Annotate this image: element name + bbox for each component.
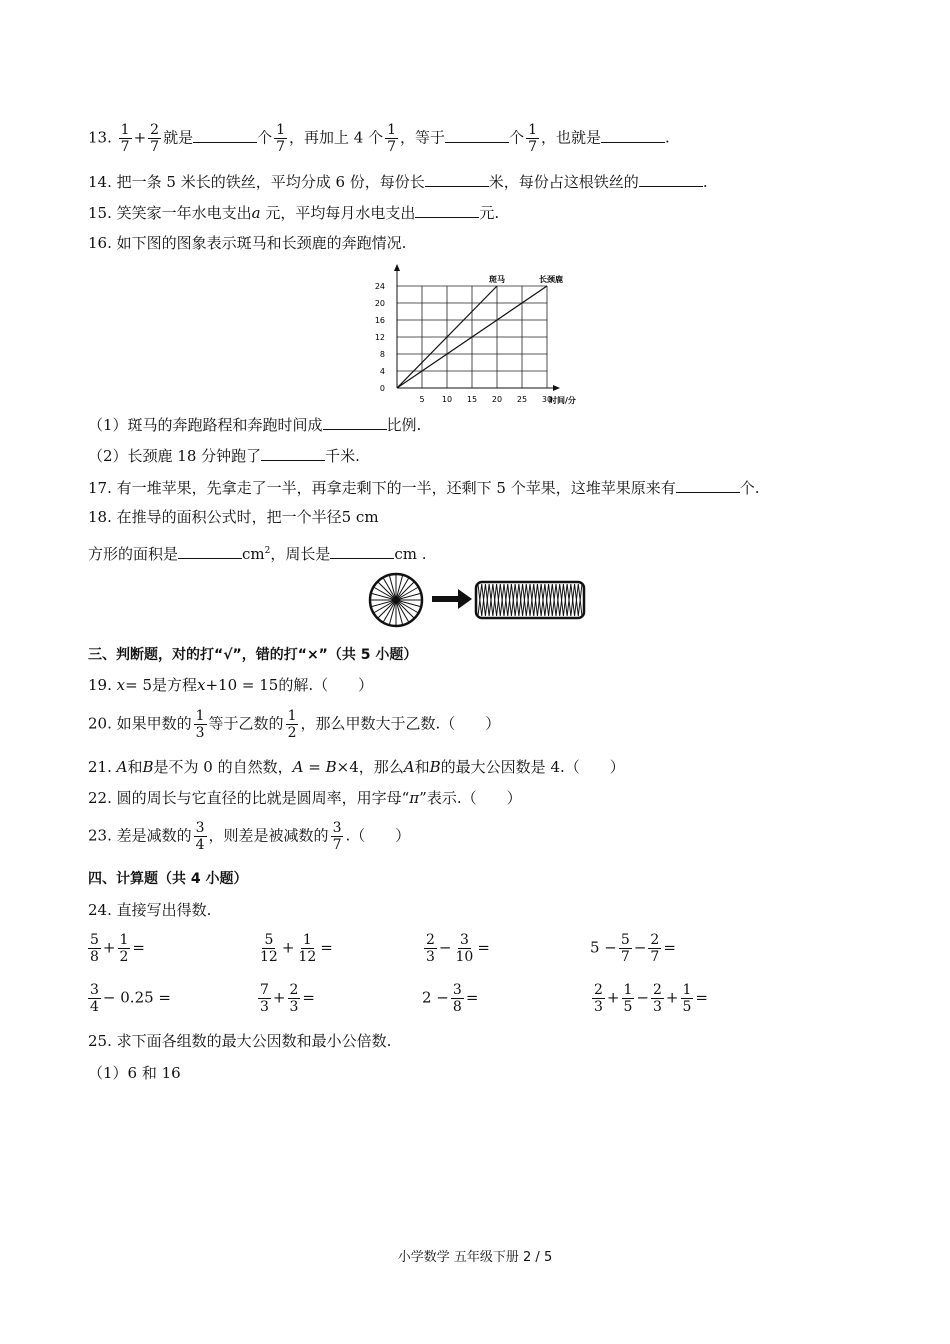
y-tick-label: 0 <box>379 384 385 393</box>
page-footer: 小学数学 五年级下册 2 / 5 <box>397 1250 553 1265</box>
fraction: $\frac{1}{7}$ <box>276 122 286 155</box>
question-14: 14. 把一条 5 米长的铁丝，平均分成 6 份，每份长 米，每份占这根铁丝的 . <box>88 173 708 191</box>
answer-blank[interactable] <box>425 172 489 187</box>
calc-item: $\frac{2}{3}$ + $\frac{1}{5}$ − $\frac{2}{3}$ + $\frac{1}{5}$ = <box>594 982 708 1015</box>
section-4-heading: 四、计算题（共 4 小题） <box>88 871 248 887</box>
answer-blank[interactable] <box>639 172 703 187</box>
calc-item: $\frac{2}{3}$ − $\frac{3}{10}$ = <box>426 932 490 965</box>
question-13: 13. $\frac{1}{7}$ + $\frac{2}{7}$ 就是 个 $\frac{1}{7}$ ，再加上 4 个 $\frac{1}{7}$ ，等于 个 $\frac{1}{7}$ ，也就是 . <box>88 122 670 155</box>
x-axis-arrow <box>553 385 560 391</box>
calc-item: $\frac{3}{4}$ − 0.25 = <box>90 982 171 1015</box>
answer-blank[interactable] <box>415 203 479 218</box>
x-tick-label: 25 <box>516 395 528 404</box>
y-tick-label: 24 <box>374 282 385 291</box>
section-3-heading: 三、判断题，对的打“√”，错的打“×”（共 5 小题） <box>88 647 418 663</box>
x-tick-label: 10 <box>441 395 453 404</box>
x-tick-label: 20 <box>491 395 503 404</box>
x-tick-label: 5 <box>419 395 425 404</box>
answer-blank[interactable] <box>601 128 665 143</box>
answer-blank[interactable] <box>676 478 740 493</box>
y-tick-label: 8 <box>379 350 385 359</box>
speed-chart <box>360 262 620 412</box>
y-tick-label: 20 <box>374 299 385 308</box>
fraction: $\frac{1}{3}$ <box>195 708 205 741</box>
question-16-part-1: （1）斑马的奔跑路程和奔跑时间成 比例. <box>88 416 422 434</box>
calc-item: $\frac{5}{12}$ + $\frac{1}{12}$ = <box>260 932 333 965</box>
question-25-part-1: （1）6 和 16 <box>88 1064 181 1082</box>
y-axis-arrow <box>394 264 400 271</box>
answer-blank[interactable] <box>178 544 242 559</box>
x-tick-label: 30 <box>541 395 553 404</box>
question-25: 25. 求下面各组数的最大公因数和最小公倍数. <box>88 1032 392 1050</box>
question-18: 18. 在推导的面积公式时，把一个半径5 cm <box>88 508 379 526</box>
divided-circle <box>370 574 422 626</box>
y-tick-label: 16 <box>374 316 385 325</box>
fraction: $\frac{1}{7}$ <box>387 122 397 155</box>
arrow-icon <box>432 589 472 609</box>
question-16: 16. 如下图的图象表示斑马和长颈鹿的奔跑情况. <box>88 234 407 252</box>
y-tick-label: 12 <box>374 333 385 342</box>
approx-rectangle <box>476 582 584 618</box>
calc-item: $\frac{7}{3}$ + $\frac{2}{3}$ = <box>260 982 315 1015</box>
fraction: $\frac{1}{7}$ <box>528 122 537 155</box>
y-tick-label: 4 <box>379 367 385 376</box>
radius-value: 5 cm <box>341 508 379 526</box>
question-19: 19. x= 5是方程x+10 = 15的解.（ ） <box>88 676 374 694</box>
question-18-line-2: 方形的面积是 $cm^2$，周长是 cm . <box>88 545 427 563</box>
answer-blank[interactable] <box>193 128 257 143</box>
fraction: $\frac{1}{7}$ <box>120 122 130 155</box>
question-21: 21. A和B是不为 0 的自然数，A = B×4，那么A和B的最大公因数是 4.（ ） <box>88 758 625 776</box>
x-tick-label: 15 <box>466 395 478 404</box>
series-label: 长颈鹿 <box>539 275 563 284</box>
calc-item: 2 − $\frac{3}{8}$ = <box>422 982 479 1015</box>
answer-blank[interactable] <box>445 128 509 143</box>
fraction: $\frac{3}{7}$ <box>332 820 342 853</box>
fraction: $\frac{2}{7}$ <box>150 122 160 155</box>
calc-item: 5 − $\frac{5}{7}$ − $\frac{2}{7}$ = <box>590 932 676 965</box>
question-23: 23. 差是减数的 $\frac{3}{4}$ ，则差是被减数的 $\frac{3}{7}$ .（ ） <box>88 820 411 853</box>
question-24: 24. 直接写出得数. <box>88 901 212 919</box>
answer-blank[interactable] <box>330 544 394 559</box>
fraction: $\frac{3}{4}$ <box>195 820 205 853</box>
answer-blank[interactable] <box>323 415 387 430</box>
calc-item: $\frac{5}{8}$ + $\frac{1}{2}$ = <box>90 932 145 965</box>
question-22: 22. 圆的周长与它直径的比就是圆周率，用字母“π”表示.（ ） <box>88 789 522 807</box>
circle-to-rectangle-diagram <box>366 570 596 630</box>
series-label: 斑马 <box>489 275 505 284</box>
question-15: 15. 笑笑家一年水电支出a 元，平均每月水电支出 元. <box>88 204 500 222</box>
question-17: 17. 有一堆苹果，先拿走了一半，再拿走剩下的一半，还剩下 5 个苹果，这堆苹果原来有 个. <box>88 479 760 497</box>
answer-blank[interactable] <box>261 446 325 461</box>
question-16-part-2: （2）长颈鹿 18 分钟跑了 千米. <box>88 447 360 465</box>
fraction: $\frac{1}{2}$ <box>287 708 297 741</box>
x-axis-label: 时间/分 <box>549 396 576 405</box>
question-20: 20. 如果甲数的 $\frac{1}{3}$ 等于乙数的 $\frac{1}{2}$ ，那么甲数大于乙数.（ ） <box>88 708 501 741</box>
